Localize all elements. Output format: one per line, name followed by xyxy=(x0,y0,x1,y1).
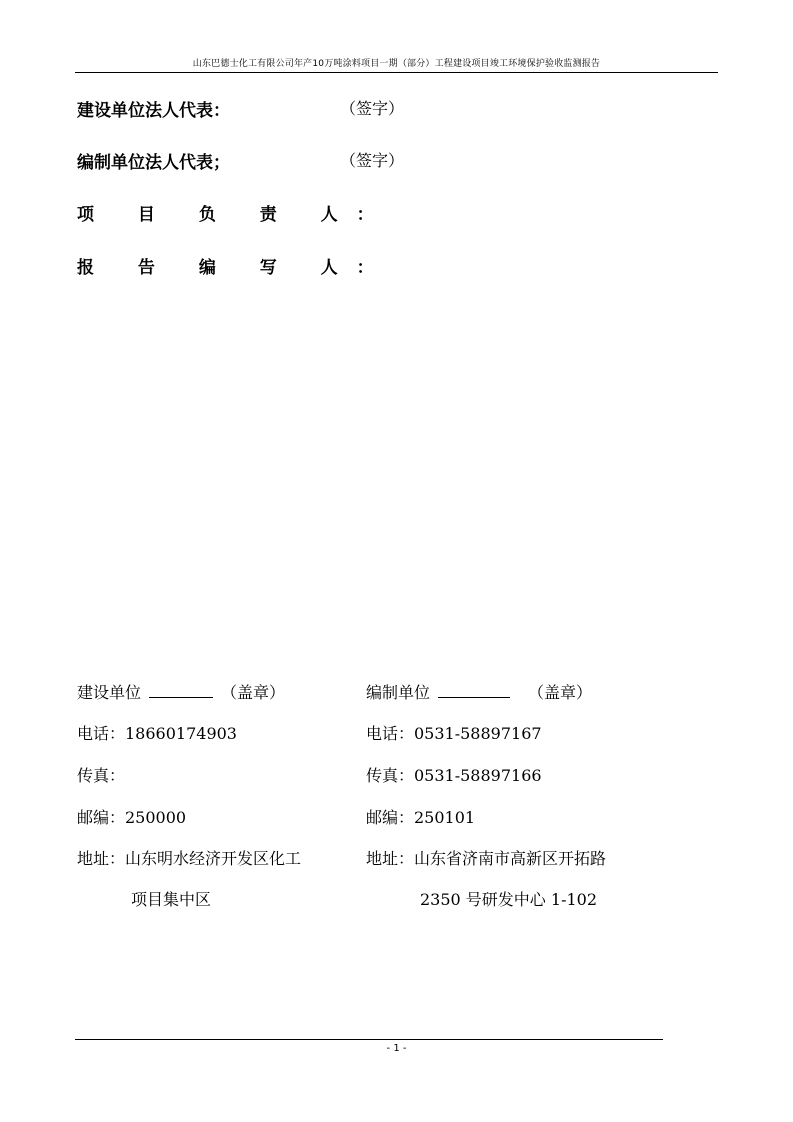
build-unit-address-line1: 地址：山东明水经济开发区化工 xyxy=(77,849,302,868)
legal-rep-build-label: 建设单位法人代表： xyxy=(77,101,230,121)
build-unit-fax: 传真： xyxy=(77,766,126,785)
build-unit-label: 建设单位 xyxy=(77,683,142,702)
build-unit-seal: （盖章） xyxy=(221,683,286,702)
compile-unit-seal-blank xyxy=(438,683,510,698)
compile-unit-postcode: 邮编：250101 xyxy=(366,808,476,827)
page-number: - 1 - xyxy=(386,1043,407,1054)
compile-unit-row xyxy=(366,680,592,703)
compile-unit-address-line1: 地址：山东省济南市高新区开拓路 xyxy=(366,849,607,868)
sign-note-build: （签字） xyxy=(340,99,405,118)
build-unit-address-line2: 项目集中区 xyxy=(131,890,212,909)
build-unit-row xyxy=(77,680,285,703)
footer-divider xyxy=(75,1039,663,1040)
build-unit-seal-blank xyxy=(149,683,213,698)
project-lead-label: 项 目 负 责 人： xyxy=(77,205,393,225)
running-header: 山东巴德士化工有限公司年产10万吨涂料项目一期（部分）工程建设项目竣工环境保护验收监测报告 xyxy=(192,59,601,69)
sign-note-compile: （签字） xyxy=(340,151,405,170)
build-unit-phone: 电话：18660174903 xyxy=(77,724,237,743)
compile-unit-label: 编制单位 xyxy=(366,683,431,702)
legal-rep-compile-label: 编制单位法人代表； xyxy=(77,153,230,173)
compile-unit-address-line2: 2350 号研发中心 1-102 xyxy=(420,890,598,909)
build-unit-postcode: 邮编：250000 xyxy=(77,808,187,827)
header-divider xyxy=(75,72,718,73)
compile-unit-seal: （盖章） xyxy=(528,683,593,702)
compile-unit-phone: 电话：0531-58897167 xyxy=(366,724,542,743)
compile-unit-fax: 传真：0531-58897166 xyxy=(366,766,542,785)
report-writer-label: 报 告 编 写 人： xyxy=(77,258,393,278)
